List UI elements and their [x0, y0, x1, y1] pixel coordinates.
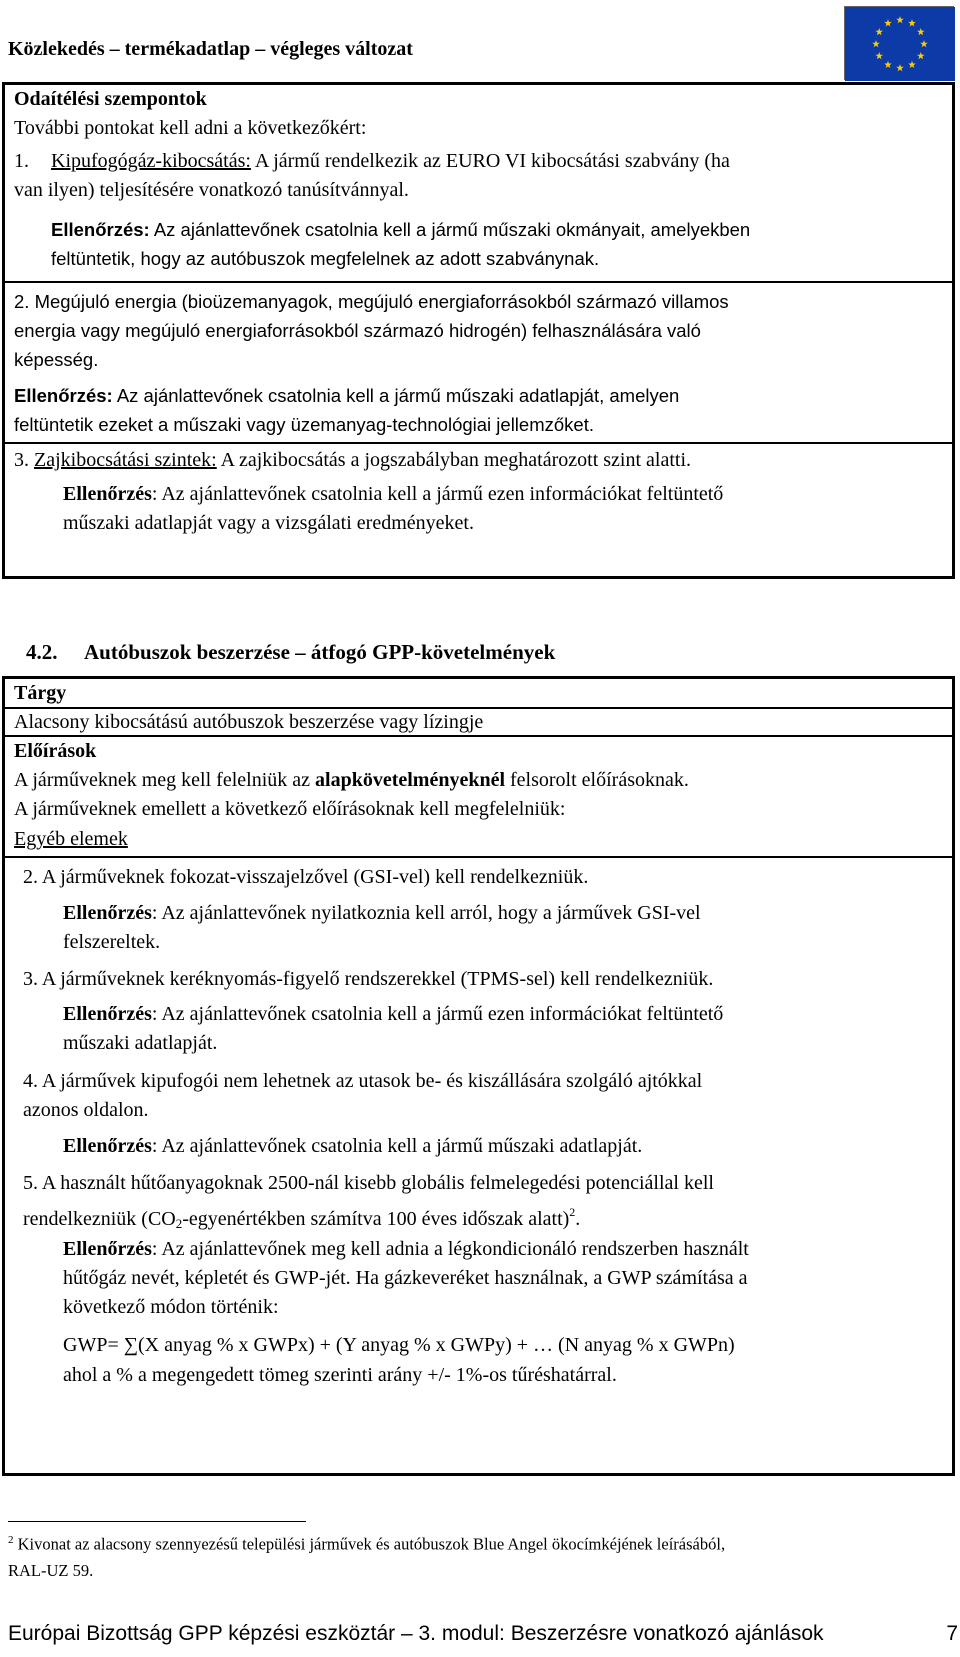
requirement-3: 3. A járműveknek keréknyomás-figyelő rendszerekkel (TPMS-sel) kell rendelkezniük.: [23, 968, 714, 990]
co2-subscript: 2: [175, 1216, 183, 1231]
verification-r2-line2: felszereltek.: [63, 931, 161, 953]
verification-r4: [63, 1132, 642, 1161]
requirement-5-line2-b: -egyenértékben számítva 100 éves időszak alatt): [182, 1208, 570, 1230]
criterion-2-line3: képesség.: [14, 349, 99, 370]
requirement-4-line2: azonos oldalon.: [23, 1099, 149, 1121]
criterion-3-number: 3.: [14, 449, 34, 471]
verification-r5-line3: következő módon történik:: [63, 1296, 279, 1318]
footnote-ref: 2: [569, 1205, 576, 1219]
criterion-3-label: Zajkibocsátási szintek:: [34, 449, 217, 471]
criterion-1: [14, 147, 730, 176]
verification-r5-text: : Az ajánlattevőnek meg kell adnia a légkondicionáló rendszerben használt: [151, 1238, 749, 1260]
verification-2-text: Az ajánlattevőnek csatolnia kell a jármű műszaki adatlapját, amelyen: [112, 385, 680, 406]
verification-r3-text: : Az ajánlattevőnek csatolnia kell a jármű ezen információkat feltüntető: [151, 1003, 724, 1025]
criterion-1-label: Kipufogógáz-kibocsátás:: [51, 150, 251, 172]
criterion-2-line2: energia vagy megújuló energiaforrásokból származó hidrogén) felhasználására való: [14, 320, 701, 341]
verification-1-line2: feltüntetik, hogy az autóbuszok megfelelnek az adott szabványnak.: [51, 248, 600, 269]
gpp-requirements-box: [2, 676, 955, 1476]
award-criteria-heading: Odaítélési szempontok: [14, 88, 207, 110]
criterion-1-text-line2: van ilyen) teljesítésére vonatkozó tanúsítvánnyal.: [14, 179, 409, 201]
subject-text: Alacsony kibocsátású autóbuszok beszerzése vagy lízingje: [14, 711, 484, 733]
gwp-formula-rhs: (X anyag % x GWPx) + (Y anyag % x GWPy) + … (N anyag % x GWPn): [138, 1334, 735, 1356]
verification-r5: [63, 1235, 749, 1264]
core-criteria-ref: alapkövetelményeknél: [315, 769, 506, 791]
requirements-line1: [14, 766, 689, 795]
page-number: 7: [946, 1622, 958, 1645]
divider: [5, 735, 952, 737]
gwp-formula: [63, 1331, 735, 1360]
verification-1: [51, 215, 750, 244]
requirements-line1-c: felsorolt előírásoknak.: [505, 769, 689, 791]
verification-3: [63, 480, 723, 509]
criterion-3-text: A zajkibocsátás a jogszabályban meghatározott szint alatti.: [216, 449, 692, 471]
footnote: [8, 1527, 938, 1584]
verification-2: [14, 381, 679, 410]
award-criteria-intro: További pontokat kell adni a következőkért:: [14, 117, 367, 139]
verification-2-label: Ellenőrzés:: [14, 385, 113, 406]
document-header-title: Közlekedés – termékadatlap – végleges változat: [8, 38, 413, 60]
page-footer: [8, 1622, 958, 1646]
sum-symbol: ∑: [123, 1334, 138, 1356]
gwp-formula-lhs: GWP=: [63, 1334, 124, 1356]
section-heading: [26, 640, 555, 665]
requirement-4-line1: 4. A járművek kipufogói nem lehetnek az utasok be- és kiszállására szolgáló ajtókkal: [23, 1070, 703, 1092]
other-elements-label: Egyéb elemek: [14, 828, 128, 850]
verification-2-line2: feltüntetik ezeket a műszaki vagy üzemanyag-technológiai jellemzőket.: [14, 414, 594, 435]
footer-text: Európai Bizottság GPP képzési eszköztár – 3. modul: Beszerzésre vonatkozó ajánlások: [8, 1622, 824, 1645]
footnote-text-line2: RAL-UZ 59.: [8, 1560, 94, 1580]
criterion-1-number: 1.: [14, 150, 29, 172]
verification-r4-text: : Az ajánlattevőnek csatolnia kell a jármű műszaki adatlapját.: [151, 1135, 643, 1157]
verification-3-line2: műszaki adatlapját vagy a vizsgálati eredményeket.: [63, 512, 474, 534]
footnote-text: Kivonat az alacsony szennyezésű települési járművek és autóbuszok Blue Angel ökocímkéjének leírásából,: [13, 1534, 726, 1554]
verification-r2: [63, 899, 701, 928]
criterion-1-text: A jármű rendelkezik az EURO VI kibocsátási szabvány (ha: [250, 150, 730, 172]
requirement-5-line2-c: .: [575, 1208, 581, 1230]
verification-1-label: Ellenőrzés:: [51, 219, 150, 240]
verification-r3-line2: műszaki adatlapját.: [63, 1032, 218, 1054]
criterion-3: [14, 446, 691, 475]
requirement-5-line2: [23, 1198, 580, 1238]
verification-r2-text: : Az ajánlattevőnek nyilatkoznia kell arról, hogy a járművek GSI-vel: [151, 902, 701, 924]
verification-1-text: Az ajánlattevőnek csatolnia kell a jármű műszaki okmányait, amelyekben: [149, 219, 751, 240]
requirements-line2: A járműveknek emellett a következő előírásoknak kell megfelelniük:: [14, 798, 566, 820]
verification-r3: [63, 1000, 723, 1029]
requirement-5-line2-a: rendelkezniük (CO: [23, 1208, 176, 1230]
requirement-5-line1: 5. A használt hűtőanyagoknak 2500-nál kisebb globális felmelegedési potenciállal kell: [23, 1172, 714, 1194]
criterion-2-line1: 2. Megújuló energia (bioüzemanyagok, megújuló energiaforrásokból származó villamos: [14, 291, 729, 312]
section-title: Autóbuszok beszerzése – átfogó GPP-követelmények: [84, 640, 556, 664]
requirements-line1-a: A járműveknek meg kell felelniük az: [14, 769, 316, 791]
verification-r5-label: Ellenőrzés: [63, 1238, 152, 1260]
divider: [5, 281, 952, 283]
requirements-label: Előírások: [14, 740, 97, 762]
verification-r3-label: Ellenőrzés: [63, 1003, 152, 1025]
requirement-2: 2. A járműveknek fokozat-visszajelzővel (GSI-vel) kell rendelkezniük.: [23, 866, 589, 888]
verification-r4-label: Ellenőrzés: [63, 1135, 152, 1157]
eu-flag-icon: [845, 7, 955, 81]
gwp-formula-note: ahol a % a megengedett tömeg szerinti arány +/- 1%-os tűréshatárral.: [63, 1364, 617, 1386]
footnote-separator: [8, 1521, 306, 1522]
verification-3-label: Ellenőrzés: [63, 483, 152, 505]
verification-r5-line2: hűtőgáz nevét, képletét és GWP-jét. Ha gázkeveréket használnak, a GWP számítása a: [63, 1267, 748, 1289]
section-number: 4.2.: [26, 640, 58, 664]
divider: [5, 442, 952, 444]
eu-flag-logo: [844, 6, 954, 80]
verification-3-text: : Az ajánlattevőnek csatolnia kell a jármű ezen információkat feltüntető: [151, 483, 724, 505]
divider: [5, 856, 952, 858]
footnote-number: 2: [8, 1534, 14, 1546]
subject-label: Tárgy: [14, 682, 67, 704]
award-criteria-box: [2, 82, 955, 579]
verification-r2-label: Ellenőrzés: [63, 902, 152, 924]
